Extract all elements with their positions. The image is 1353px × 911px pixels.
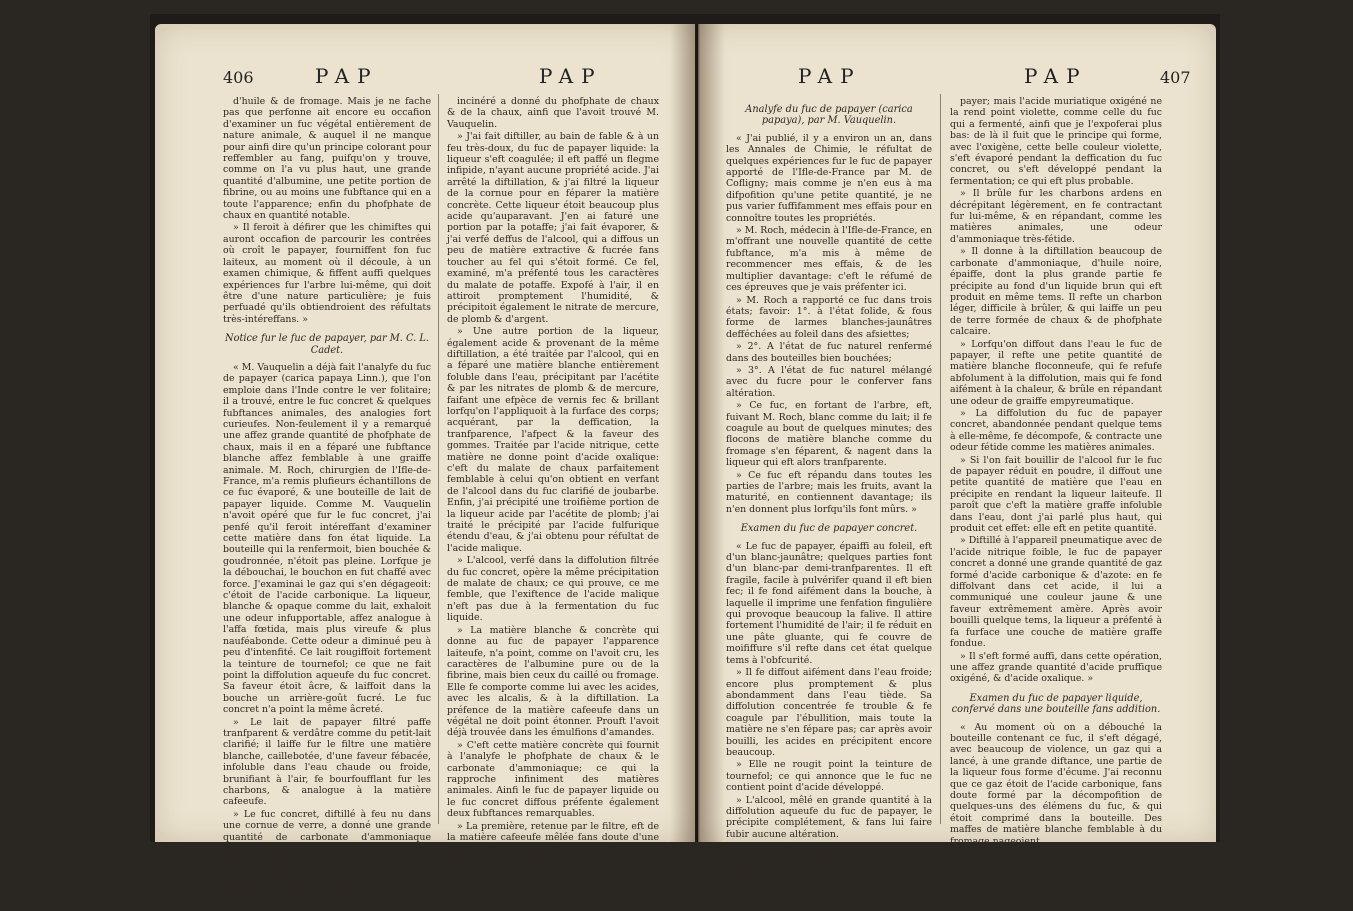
left-page-column-1: [223, 96, 431, 911]
paragraph: incinéré a donné du phofphate de chaux & de la chaux, ainfi que l'avoit trouvé M. Vauquelin.: [447, 96, 659, 130]
section-heading: Analyfe du fuc de papayer (carica papaya), par M. Vauquelin.: [745, 104, 913, 127]
paragraph: » La diffolution du fuc de papayer concret, abandonnée pendant quelque tems à elle-même, fe décompofe, & contracte une odeur fétide comme les matières animales.: [950, 407, 1162, 454]
running-head-left: PAP: [798, 64, 862, 88]
paragraph: » M. Roch a rapporté ce fuc dans trois états; favoir: 1°. à l'état folide, & fous forme de larmes blanches-jaunâtres defféchées au foleil dans des afsiettes;: [726, 294, 932, 340]
paragraph: » Lorfqu'on diffout dans l'eau le fuc de papayer, il refte une petite quantité de matière blanche floconneufe, qui fe refufe abfolument à la diffolution, mais qui fe fond aifément à la chaleur, & brûle en répandant une odeur de graiffe empyreumatique.: [950, 338, 1162, 407]
paragraph: » Elle ne rougit point la teinture de tournefol; ce qui annonce que le fuc ne contient point d'acide développé.: [726, 759, 932, 794]
section-heading: Examen du fuc de papayer liquide, confervé dans une bouteille fans addition.: [951, 692, 1161, 716]
paragraph: d'huile & de fromage. Mais je ne fache pas que perfonne ait encore eu occafion d'examiner un fuc végétal entièrement de nature animale, & auquel il ne manque pour ainfi dire qu'un principe colorant pour reffembler au fang, puifqu'on y trouve, comme on l'a vu plus haut, une grande quantité d'albumine, une petite portion de fibrine, ou au moins une fubftance qui en a toute l'apparence; enfin du phofphate de chaux en quantité notable.: [223, 96, 431, 222]
right-page: [698, 24, 1216, 875]
paragraph: » La matière blanche & concrète qui donne au fuc de papayer l'apparence laiteufe, n'a point, comme on l'avoit cru, les caractères de l'albumine pure ou de la fibrine, mais bien ceux du caillé ou fromage. Elle fe comporte comme lui avec les acides, avec les alcalis, & à la diftillation. La préfence de la matière cafeeufe dans un végétal ne doit point étonner. Prouft l'avoit déjà trouvée dans les émulfions d'amandes.: [447, 624, 659, 739]
paragraph: payer; mais l'acide muriatique oxigéné ne la rend point violette, comme celle du fuc qui a fermenté, ainfi que je l'expoferai plus bas: de là il fuit que le principe qui forme, avec l'oxigène, cette belle couleur violette, s'eft évaporé pendant la deffication du fuc concret, ou s'eft développé pendant la fermentation; ce qui eft plus probable.: [950, 96, 1162, 187]
running-head-right: PAP: [1024, 64, 1088, 88]
column-rule: [940, 94, 941, 824]
running-head-right: PAP: [539, 64, 603, 88]
paragraph: « Le fuc de papayer, épaiffi au foleil, eft d'un blanc-jaunâtre; quelques parties font d'un blanc-par demi-tranfparentes. Il eft fragile, facile à pulvérifer quand il eft bien fec; il fe fond aifément dans la bouche, à laquelle il imprime une fenfation fingulière qui provoque beaucoup la falive. Il attire fortement l'humidité de l'air; il fe réduit en une pâte gluante, qui fe couvre de moififfure s'il refte dans cet état quelque tems à l'obfcurité.: [726, 540, 932, 666]
paragraph: » Si l'on fait bouillir de l'alcool fur le fuc de papayer réduit en poudre, il diffout une petite quantité de matière que l'eau en précipite en rendant la liqueur laiteufe. Il paroît que c'eft la matière graffe infoluble dans l'eau, dont j'ai parlé plus haut, qui produit cet effet: elle eft en petite quantité.: [950, 454, 1162, 535]
paragraph: » L'alcool, mêlé en grande quantité à la diffolution aqueufe du fuc de papayer, le précipite complétement, & fans lui faire fubir aucune altération.: [726, 794, 932, 840]
paragraph: » Le lait de papayer filtré paffe tranfparent & verdâtre comme du petit-lait clarifié; il laiffe fur le filtre une matière blanche, caillebotée, d'une faveur fébacée, infoluble dans l'eau chaude ou froide, brunifiant à l'air, fe bourfoufflant fur les charbons, & analogue à la matière cafeeufe.: [223, 716, 431, 808]
paragraph: « M. Vauquelin a déjà fait l'analyfe du fuc de papayer (carica papaya Linn.), que l'on emploie dans l'Inde contre le ver folitaire; il a trouvé, entre le fuc concret & quelques fubftances animales, des analogies fort curieufes. Non-feulement il y a remarqué une affez grande quantité de phofphate de chaux, mais il en a féparé une fubftance blanche affez femblable à une graiffe animale. M. Roch, chirurgien de l'Ifle-de-France, m'a remis plufieurs échantillons de ce fuc évaporé, & une bouteille de lait de papayer liquide. Comme M. Vauquelin n'avoit opéré que fur le fuc concret, j'ai penfé qu'il feroit intéreffant d'examiner cette matière dans fon état liquide. La bouteille qui la renfermoit, bien bouchée & goudronnée, n'étoit pas pleine. Lorfque je la débouchai, le bouchon en fut chaffé avec force. J'examinai le gaz qui s'en dégageoit: c'étoit de l'acide carbonique. La liqueur, blanche & opaque comme du lait, exhaloit une odeur infupportable, affez analogue à l'affa fœtida, mais plus vireufe & plus nauféabonde. Cette odeur a diminué peu à peu d'intenfité. Ce lait rougiffoit fortement la teinture de tournefol; ce que ne fait point la diffolution aqueufe du fuc concret. Sa faveur étoit âcre, & laiffoit dans la bouche un arrière-goût fucré. Le fuc concret n'a point la même âcreté.: [223, 361, 431, 716]
paragraph: » J'ai fait diftiller, au bain de fable & à un feu très-doux, du fuc de papayer liquide: la liqueur s'eft coagulée; il eft paffé un flegme infipide, n'ayant aucune propriété acide. J'ai arrêté la diftillation, & j'ai filtré la liqueur de la cornue pour en féparer la matière concrète. Cette liqueur étoit beaucoup plus acide qu'auparavant. J'en ai faturé une portion par la potaffe; j'ai fait évaporer, & j'ai verfé deffus de l'alcool, qui a diffous un peu de matière extractive & fucrée fans toucher au fel qui s'étoit formé. Ce fel, examiné, m'a préfenté tous les caractères du malate de potaffe. Expofé à l'air, il en attiroit promptement l'humidité, & précipitoit également le nitrate de mercure, de plomb & d'argent.: [447, 131, 659, 325]
paragraph: » La première, retenue par le filtre, eft de la matière cafeeufe mêlée fans doute d'une légère portion d'albumine; la feconde eft une diffolution de malate de chaux avec excès d'acide malique pour le fuc liquide naturel; fans excès d'acide pour le fuc concret. »: [447, 820, 659, 901]
paragraph: » Les acides fulfurique, nitrique & muriatique coagulent abondamment la diffolution du fuc pa-: [726, 841, 932, 875]
paragraph: » Le fuc concret, diftillé à feu nu dans une cornue de verre, a donné une grande quantité de carbonate d'ammoniaque criftallifé, une huile fétide, & il s'eft dégagé beaucoup de gaz acide carbonique & d'hydrogène carboné. Il eft refté dans la cornue une charbon volumineux, brillant, comme celui d'une matière animale. Ce charbon: [223, 808, 431, 911]
page-number: 406: [223, 68, 254, 87]
paragraph: « Au moment où on a débouché la bouteille contenant ce fuc, il s'eft dégagé, avec beaucoup de violence, un gaz qui a lancé, à une grande diftance, une partie de la liqueur fous forme d'écume. J'ai reconnu que ce gaz étoit de l'acide carbonique, fans doute formé par la décompofition de quelques-uns des élémens du fuc, & qui étoit comprimé dans la bouteille. Des maffes de matière blanche femblable à du fromage nageoient: [950, 721, 1162, 847]
paragraph: » 2°. A l'état de fuc naturel renfermé dans des bouteilles bien bouchées;: [726, 341, 932, 364]
paragraph: » Une autre portion de la liqueur, également acide & provenant de la même diftillation, a été traitée par l'alcool, qui en a féparé une matière blanche entièrement foluble dans l'eau, précipitant par l'acétite & par les nitrates de plomb & de mercure, faifant une efpèce de vernis fec & brillant lorfqu'on l'appliquoit à la furface des corps; acquérant, par la deffication, la tranfparence, l'afpect & la faveur des gommes. Traitée par l'acide nitrique, cette matière ne donne point d'acide oxalique: c'eft du malate de chaux parfaitement femblable à celui qu'on obtient en verfant de l'alcool dans du fuc clarifié de joubarbe. Enfin, j'ai précipité une troifième portion de la liqueur acide par l'acétite de plomb; j'ai traité le précipité par l'acide fulfurique étendu d'eau, & j'ai obtenu pour réfultat de l'acide malique.: [447, 326, 659, 554]
paragraph: » Ce fuc, en fortant de l'arbre, eft, fuivant M. Roch, blanc comme du lait; il fe coagule au bout de quelques minutes; des flocons de matière blanche comme du fromage s'en féparent, & nagent dans la liqueur qui eft alors tranfparente.: [726, 400, 932, 469]
paragraph: » Il feroit à défirer que les chimiftes qui auront occafion de parcourir les contrées où croît le papayer, fourniffent fon fuc laiteux, au moment où il découle, à un examen chimique, & fiffent auffi quelques expériences fur l'arbre lui-même, qui doit être d'une nature particulière; je fuis perfuadé qu'ils obtiendroient des réfultats très-intéreffans. »: [223, 222, 431, 325]
paragraph: » Diftillé à l'appareil pneumatique avec de l'acide nitrique foible, le fuc de papayer concret a donné une grande quantité de gaz formé d'acide carbonique & d'azote: en fe diffolvant dans cet acide, il lui a communiqué une couleur jaune & une faveur extrêmement amère. Après avoir bouilli quelque tems, la liqueur a préfenté à fa furface une couche de matière graffe fondue.: [950, 535, 1162, 650]
paragraph: » L'alcool, verfé dans la diffolution filtrée du fuc concret, opère la même précipitation de malate de chaux; ce qui prouve, ce me femble, que l'exiftence de l'acide malique n'eft pas due à la fermentation du fuc liquide.: [447, 555, 659, 624]
left-page-column-2: [447, 96, 659, 901]
column-rule: [438, 94, 439, 824]
running-head-left: PAP: [315, 64, 379, 88]
section-heading: Notice fur le fuc de papayer, par M. C. L. Cadet.: [225, 333, 429, 356]
paragraph: » 3°. A l'état de fuc naturel mélangé avec du fucre pour le conferver fans altération.: [726, 364, 932, 399]
right-page-column-2: [950, 96, 1162, 847]
paragraph: » Il donne à la diftillation beaucoup de carbonate d'ammoniaque, d'huile noire, épaiffe, dont la plus grande partie fe précipite au fond d'un liquide brun qui eft produit en même tems. Il refte un charbon léger, difficile à brûler, & qui laiffe un peu de terre formée de chaux & de phofphate calcaire.: [950, 246, 1162, 338]
paragraph: » Il fe diffout aifément dans l'eau froide; encore plus promptement & plus abondamment dans l'eau tiède. Sa diffolution concentrée fe trouble & fe coagule par l'ébullition, mais toute la matière ne s'en fépare pas; car après avoir bouilli, les acides en précipitent encore beaucoup.: [726, 667, 932, 758]
section-heading: Examen du fuc de papayer concret.: [740, 523, 918, 535]
right-page-column-1: [726, 96, 932, 875]
page-number: 407: [1160, 68, 1191, 87]
paragraph: » M. Roch, médecin à l'Ifle-de-France, en m'offrant une nouvelle quantité de cette fubftance, m'a mis à même de recommencer mes effais, & de les multiplier davantage: c'eft le réfumé de ces épreuves que je vais préfenter ici.: [726, 225, 932, 294]
paragraph: « J'ai publié, il y a environ un an, dans les Annales de Chimie, le réfultat de quelques expériences fur le fuc de papayer apporté de l'Ifle-de-France par M. de Cofligny; mais comme je n'en eus à ma difpofition qu'une petite quantité, je ne pus varier fuffifamment mes effais pour en connoître toutes les propriétés.: [726, 132, 932, 224]
left-page: [155, 24, 695, 911]
paragraph: » Il brûle fur les charbons ardens en décrépitant légèrement, en fe contractant fur lui-même, & en répandant, comme les matières animales, une odeur d'ammoniaque très-fétide.: [950, 188, 1162, 245]
paragraph: » Ce fuc eft répandu dans toutes les parties de l'arbre; mais les fruits, avant la maturité, en contiennent davantage; ils n'en donnent plus lorfqu'ils font mûrs. »: [726, 469, 932, 515]
paragraph: » Il s'eft formé auffi, dans cette opération, une affez grande quantité d'acide pruffique oxigéné, & d'acide oxalique. »: [950, 650, 1162, 685]
open-book: [150, 14, 1220, 911]
paragraph: » C'eft cette matière concrète qui fournit à l'analyfe le phofphate de chaux & le carbonate d'ammoniaque; ce qui la rapproche infiniment des matières animales. Ainfi le fuc de papayer liquide ou le fuc concret diffous préfente également deux fubftances remarquables.: [447, 739, 659, 820]
